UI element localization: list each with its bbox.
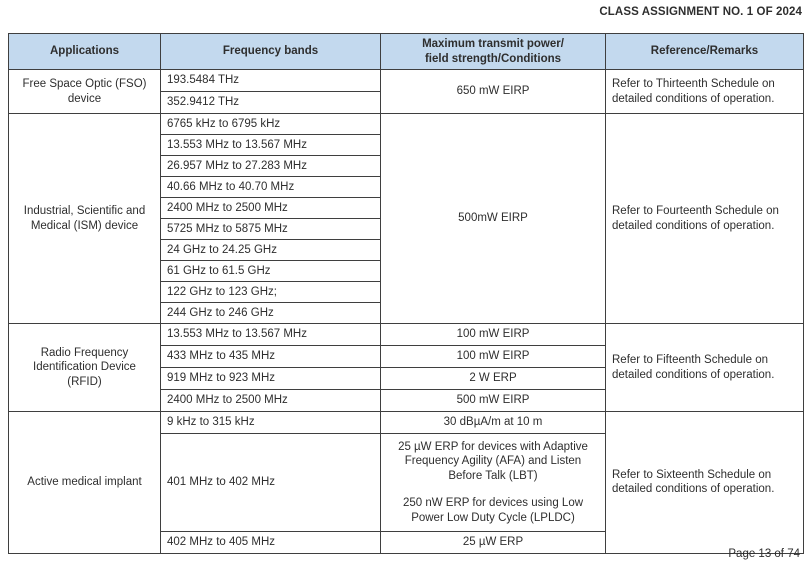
table-row [9,114,804,135]
column-header-reference: Reference/Remarks [606,34,804,70]
application-ism: Industrial, Scientific and Medical (ISM) device [9,114,161,324]
page-number: Page 13 of 74 [728,548,800,560]
band-cell: 122 GHz to 123 GHz; [161,282,381,303]
band-cell: 9 kHz to 315 kHz [161,412,381,434]
band-cell: 40.66 MHz to 40.70 MHz [161,177,381,198]
table-row [9,412,804,434]
power-cell: 100 mW EIRP [381,324,606,346]
power-cell: 25 µW ERP [381,531,606,553]
band-cell: 352.9412 THz [161,92,381,114]
frequency-allocation-table [8,33,804,554]
column-header-max-power [381,34,606,70]
column-header-max-power-line1: Maximum transmit power/ [422,38,564,51]
power-cell-multi [381,434,606,532]
application-fso: Free Space Optic (FSO) device [9,70,161,114]
band-cell: 24 GHz to 24.25 GHz [161,240,381,261]
power-cell: 2 W ERP [381,368,606,390]
table-row [9,324,804,346]
remarks-ism: Refer to Fourteenth Schedule on detailed conditions of operation. [606,114,804,324]
application-active-medical-implant: Active medical implant [9,412,161,554]
band-cell: 433 MHz to 435 MHz [161,346,381,368]
remarks-fso: Refer to Thirteenth Schedule on detailed conditions of operation. [606,70,804,114]
band-cell: 919 MHz to 923 MHz [161,368,381,390]
power-condition-afa-lbt: 25 µW ERP for devices with Adaptive Frequency Agility (AFA) and Listen Before Talk (LBT) [398,441,588,482]
remarks-rfid: Refer to Fifteenth Schedule on detailed conditions of operation. [606,324,804,412]
band-cell: 401 MHz to 402 MHz [161,434,381,532]
band-cell: 2400 MHz to 2500 MHz [161,198,381,219]
power-cell-fso: 650 mW EIRP [381,70,606,114]
band-cell: 402 MHz to 405 MHz [161,531,381,553]
band-cell: 26.957 MHz to 27.283 MHz [161,156,381,177]
column-header-max-power-line2: field strength/Conditions [424,52,562,65]
power-cell: 500 mW EIRP [381,390,606,412]
document-title: CLASS ASSIGNMENT NO. 1 OF 2024 [599,6,802,18]
band-cell: 5725 MHz to 5875 MHz [161,219,381,240]
column-header-frequency-bands: Frequency bands [161,34,381,70]
power-condition-lpldc: 250 nW ERP for devices using Low Power Low Duty Cycle (LPLDC) [402,497,584,524]
application-rfid: Radio Frequency Identification Device (RFID) [9,324,161,412]
band-cell: 61 GHz to 61.5 GHz [161,261,381,282]
band-cell: 6765 kHz to 6795 kHz [161,114,381,135]
power-cell: 30 dBµA/m at 10 m [381,412,606,434]
band-cell: 13.553 MHz to 13.567 MHz [161,324,381,346]
band-cell: 244 GHz to 246 GHz [161,303,381,324]
band-cell: 2400 MHz to 2500 MHz [161,390,381,412]
table-row [9,70,804,92]
table-header-row [9,34,804,70]
remarks-active-medical-implant: Refer to Sixteenth Schedule on detailed conditions of operation. [606,412,804,554]
band-cell: 13.553 MHz to 13.567 MHz [161,135,381,156]
column-header-applications: Applications [9,34,161,70]
power-cell: 100 mW EIRP [381,346,606,368]
power-cell-ism: 500mW EIRP [381,114,606,324]
band-cell: 193.5484 THz [161,70,381,92]
